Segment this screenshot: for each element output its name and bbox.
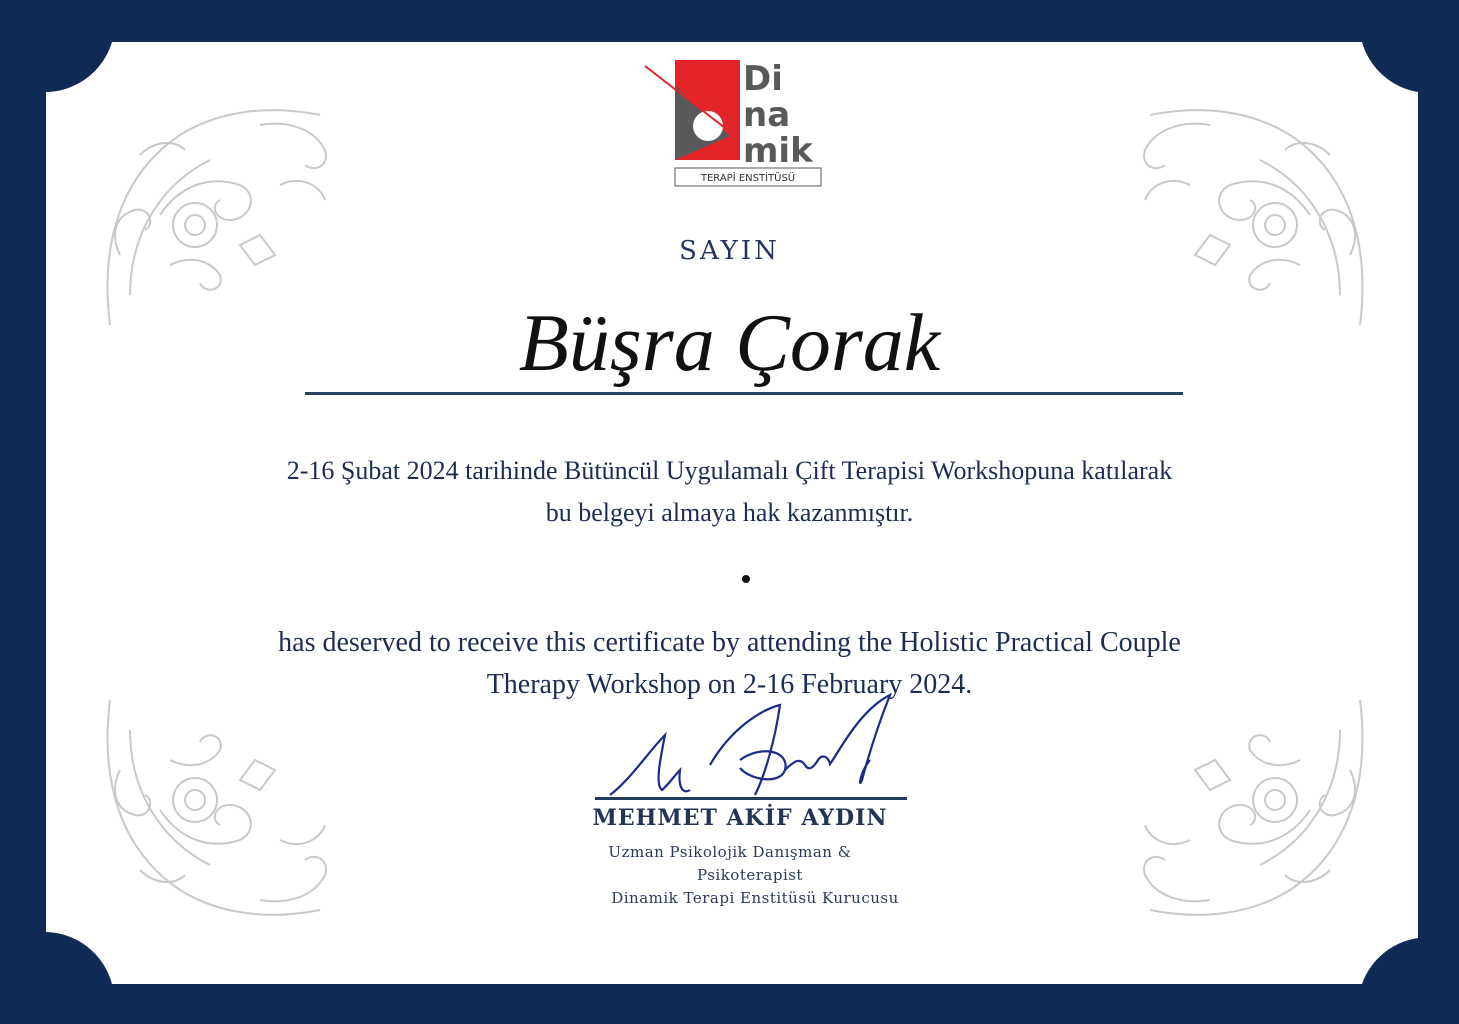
separator-dot [742, 575, 750, 583]
signatory-name: MEHMET AKİF AYDIN [592, 805, 888, 831]
ornament-bottom-right [1144, 700, 1362, 915]
signatory-title-line3: Dinamik Terapi Enstitüsü Kurucusu [611, 889, 899, 907]
svg-text:TERAPİ ENSTİTÜSÜ: TERAPİ ENSTİTÜSÜ [700, 173, 796, 184]
recipient-name: Büşra Çorak [518, 297, 941, 388]
signatory-title-line2: Psikoterapist [697, 866, 803, 884]
ornament-top-left [108, 110, 326, 325]
signatory-title-line1: Uzman Psikolojik Danışman & [608, 843, 852, 861]
svg-text:mik: mik [743, 131, 813, 171]
svg-text:na: na [743, 95, 791, 135]
dinamik-logo [640, 56, 840, 191]
signature-line [595, 797, 907, 800]
body-text-english-line1: has deserved to receive this certificate by attending the Holistic Practical Couple [278, 627, 1181, 658]
signature [590, 690, 910, 810]
body-text-turkish-line1: 2-16 Şubat 2024 tarihinde Bütüncül Uygulamalı Çift Terapisi Workshopuna katılarak [286, 456, 1173, 485]
svg-text:Di: Di [743, 59, 783, 99]
salutation: SAYIN [679, 236, 780, 266]
body-text-english-line2: Therapy Workshop on 2-16 February 2024. [486, 669, 973, 700]
name-underline [305, 392, 1183, 395]
body-text-turkish-line2: bu belgeyi almaya hak kazanmıştır. [545, 498, 914, 527]
ornament-top-right [1144, 110, 1362, 325]
ornament-bottom-left [108, 700, 326, 915]
body-text-turkish [0, 450, 1459, 534]
